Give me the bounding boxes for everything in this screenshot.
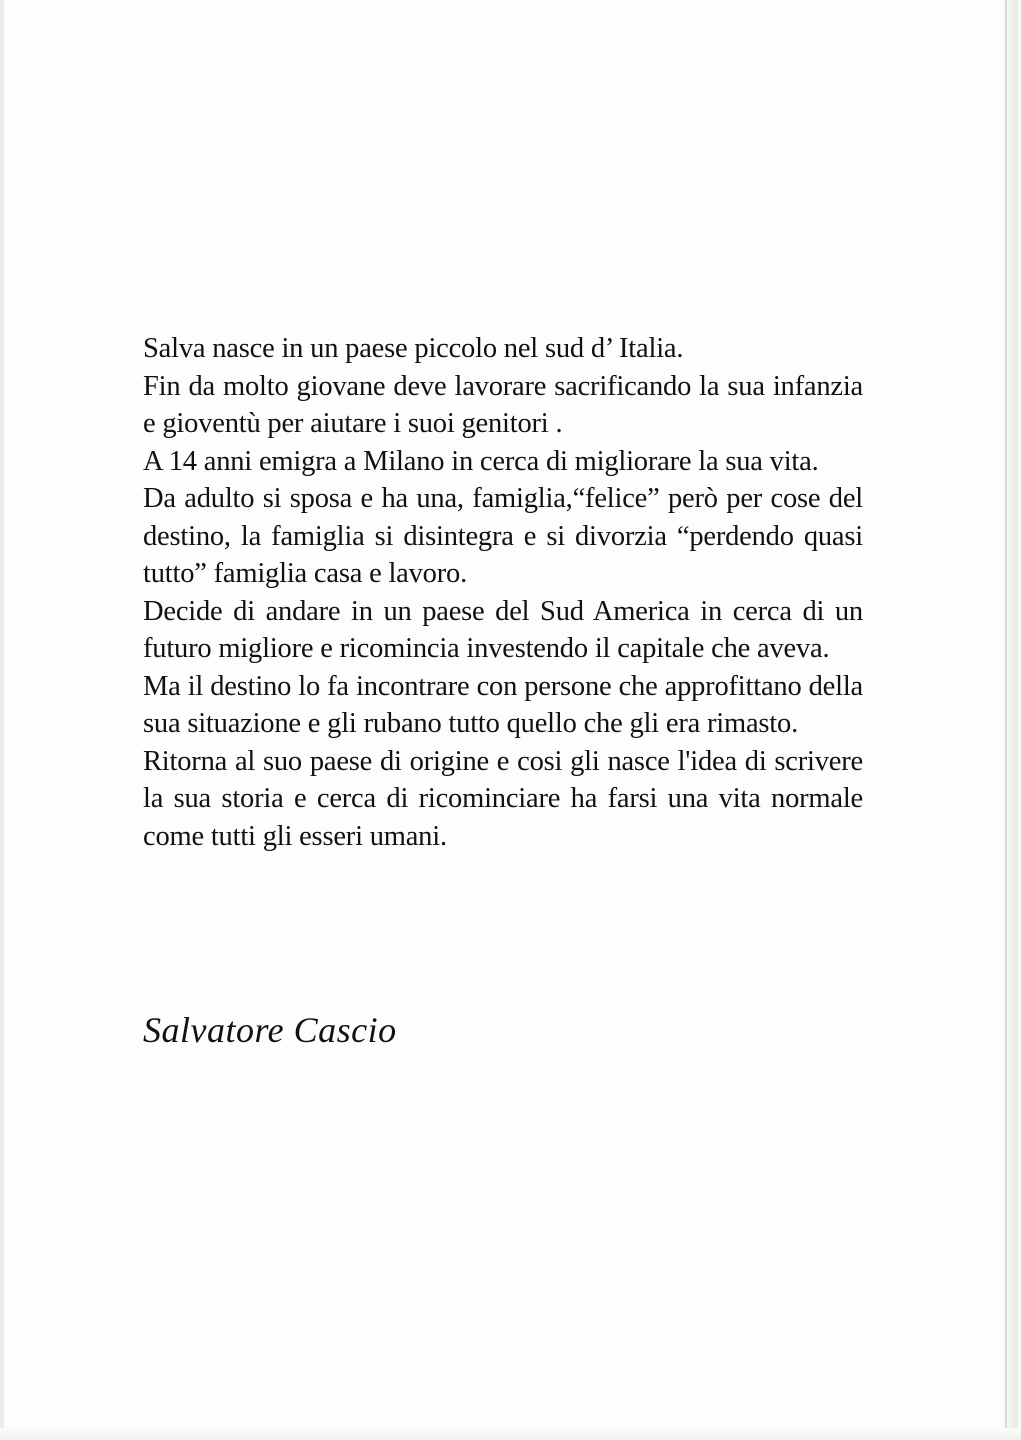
page-bottom-edge <box>0 1428 1021 1440</box>
paragraph-4: Da adulto si sposa e ha una, famiglia,“felice” però per cose del destino, la famiglia si disintegra e si divorzia “perdendo quasi tutto” famiglia casa e lavoro. <box>143 483 863 589</box>
paragraph-3: A 14 anni emigra a Milano in cerca di migliorare la sua vita. <box>143 445 819 477</box>
page-left-edge <box>0 0 4 1440</box>
page-fold-line <box>1005 0 1007 1440</box>
paragraph-5: Decide di andare in un paese del Sud America in cerca di un futuro migliore e ricomincia investendo il capitale che aveva. <box>143 595 863 664</box>
synopsis-text <box>143 330 863 855</box>
paragraph-7: Ritorna al suo paese di origine e cosi gli nasce l'idea di scrivere la sua storia e cerca di ricominciare ha farsi una vita normale come tutti gli esseri umani. <box>143 745 863 852</box>
paragraph-6: Ma il destino lo fa incontrare con persone che approfittano della sua situazione e gli rubano tutto quello che gli era rimasto. <box>143 670 863 739</box>
paragraph-1: Salva nasce in un paese piccolo nel sud d’ Italia. <box>143 333 684 364</box>
author-signature: Salvatore Cascio <box>143 1010 397 1050</box>
paragraph-2: Fin da molto giovane deve lavorare sacrificando la sua infanzia e gioventù per aiutare i suoi genitori . <box>143 370 863 439</box>
